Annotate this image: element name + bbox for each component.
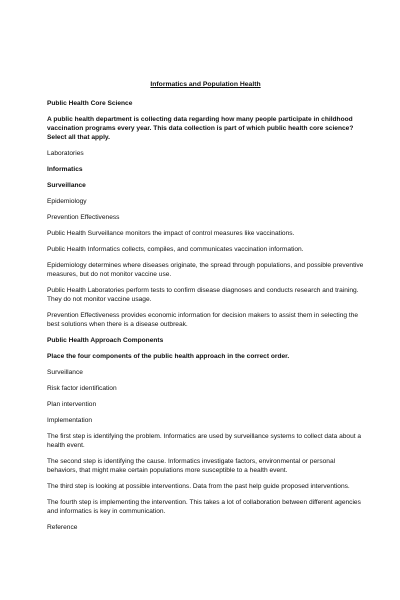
explanation-epidemiology: Epidemiology determines where diseases originate, the spread through populations, and possible preventive measures, but do not monitor vaccine use. bbox=[47, 262, 364, 278]
order-item-implementation: Implementation bbox=[47, 417, 93, 424]
option-laboratories: Laboratories bbox=[47, 150, 84, 157]
explanation-prevention-effectiveness: Prevention Effectiveness provides economic information for decision makers to assist them in selecting the best solutions when there is a disease outbreak. bbox=[47, 312, 359, 328]
option-informatics: Informatics bbox=[47, 166, 83, 173]
explanation-step-3: The third step is looking at possible interventions. Data from the past help guide proposed interventions. bbox=[47, 483, 350, 490]
reference-label: Reference bbox=[47, 524, 78, 531]
order-item-surveillance: Surveillance bbox=[47, 369, 83, 376]
document-title: Informatics and Population Health bbox=[150, 81, 261, 88]
option-surveillance: Surveillance bbox=[47, 182, 86, 189]
question-approach: Place the four components of the public health approach in the correct order. bbox=[47, 353, 290, 360]
explanation-surveillance: Public Health Surveillance monitors the impact of control measures like vaccinations. bbox=[47, 230, 295, 237]
explanation-informatics: Public Health Informatics collects, compiles, and communicates vaccination information. bbox=[47, 246, 304, 253]
explanation-step-1: The first step is identifying the problem. Informatics are used by surveillance systems to collect data about a health event. bbox=[47, 433, 362, 449]
option-prevention-effectiveness: Prevention Effectiveness bbox=[47, 214, 120, 221]
section-heading-core-science: Public Health Core Science bbox=[47, 100, 133, 107]
explanation-step-4: The fourth step is implementing the intervention. This takes a lot of collaboration between different agencies and informatics is key in communication. bbox=[47, 499, 361, 515]
explanation-step-2: The second step is identifying the cause. Informatics investigate factors, environmental or personal behaviors, that might make certain populations more susceptible to a health event. bbox=[47, 458, 336, 474]
option-epidemiology: Epidemiology bbox=[47, 198, 87, 205]
order-item-risk-factor: Risk factor identification bbox=[47, 385, 117, 392]
question-core-science: A public health department is collecting data regarding how many people participate in childhood vaccination programs every year. This data collection is part of which public health core science? Select all that apply. bbox=[47, 116, 354, 141]
explanation-laboratories: Public Health Laboratories perform tests to confirm disease diagnoses and conducts research and training. They do not monitor vaccine usage. bbox=[47, 287, 359, 303]
order-item-plan-intervention: Plan intervention bbox=[47, 401, 97, 408]
section-heading-approach: Public Health Approach Components bbox=[47, 337, 164, 344]
